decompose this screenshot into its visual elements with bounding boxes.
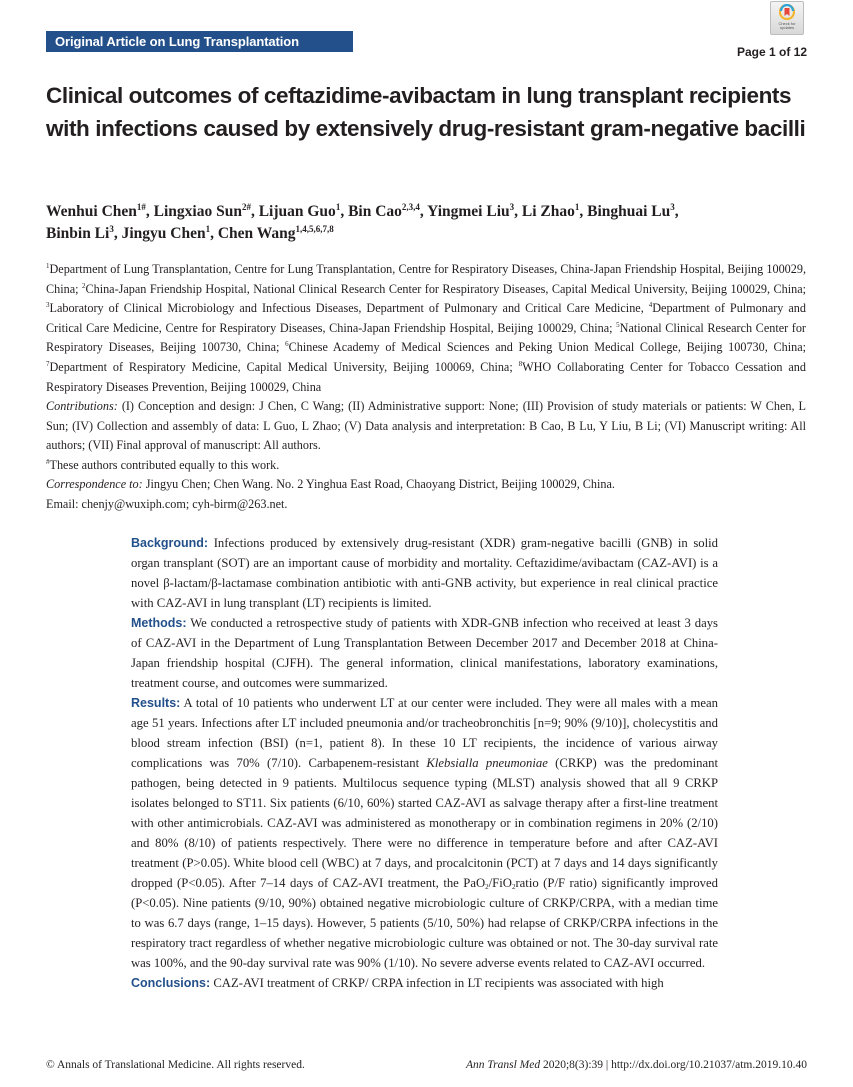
email-line[interactable]: Email: chenjy@wuxiph.com; cyh-birm@263.net. [46,496,288,511]
affiliations [46,260,806,397]
affiliation-text: Department of Respiratory Medicine, Capital Medical University, Beijing 100069, China; [49,359,519,374]
author-name: Jingyu Chen [121,225,206,242]
author-affiliation-ref: 1# [136,202,146,212]
author-affiliation-ref: 3 [109,224,114,234]
results-text-cont: /FiO [488,876,512,890]
affiliation-text: Department of Pulmonary and Critical Care Medicine, Centre for Respiratory Diseases, China-Japan Friendship Hospital, Beijing 100029, China; [46,301,806,335]
author-name: Yingmei Liu [427,203,510,220]
abstract-background [131,533,718,613]
author-affiliation-ref: 1 [335,202,341,212]
author-list: Wenhui Chen$^{1\#}$, Lingxiao Sun$^{2\#}$, Lijuan Guo$^1$, Bin Cao$^{2,3,4}$, Yingmei Liu$^3$, Li Zhao$^1$, Binghuai Lu$^3$, Binbin Li$^3$, Jingyu Chen$^1$, Chen Wang$^{1,4,5,6,7,8}$ [46,202,679,242]
background-text: Infections produced by extensively drug-resistant (XDR) gram-negative bacilli (GNB) in solid organ transplant (SOT) are an important cause of morbidity and mortality. Ceftazidime/avibactam (CAZ-AVI) is a novel β-lactam/β-lactamase combination antibiotic with anti-GNB activity, but experience in real clinical practice with CAZ-AVI in lung transplant (LT) recipients is limited. [131,536,718,610]
affiliation-number: 8 [518,359,523,368]
article-title: Clinical outcomes of ceftazidime-avibactam in lung transplant recipients with infections caused by extensively drug-resistant gram-negative bacilli [46,83,806,141]
author-affiliation-ref: 1 [205,224,211,234]
equal-contribution-mark: # [46,457,50,466]
abstract-results [131,693,718,973]
results-text-cont: (CRKP) was the predominant pathogen, being detected in 9 patients. Multilocus sequence typing (MLST) analysis showed that all 9 CRKP isolates belonged to ST11. Six patients (6/10, 60%) started CAZ-AVI as salvage therapy after a first-line treatment with other antimicrobials. CAZ-AVI was administered as monotherapy or in combination regimens in 20% (2/10) and 80% (8/10) of patients respectively. There were no difference in temperature before and after CAZ-AVI treatment (P>0.05). White blood cell (WBC) at 7 days, and procalcitonin (PCT) at 7 days and 14 days significantly dropped (P<0.05). After 7–14 days of CAZ-AVI treatment, the PaO [131,756,718,890]
subscript: 2 [485,883,489,891]
conclusions-label: Conclusions: [131,976,211,990]
affiliation-text: Laboratory of Clinical Microbiology and Infectious Diseases, Department of Pulmonary and Critical Care Medicine, [49,301,649,316]
check-for-updates-badge[interactable] [770,1,804,35]
crossmark-label: Check for updates [778,21,796,30]
author-name: Binghuai Lu [587,203,671,220]
author-name: Wenhui Chen [46,203,137,220]
author-name: Bin Cao [348,203,402,220]
affiliation-number: 4 [648,301,653,310]
subscript: 2 [511,883,516,891]
affiliation-number: 6 [285,340,289,349]
abstract [131,533,718,993]
page-indicator: Page 1 of 12 [736,45,807,59]
correspondence-label: Correspondence to: [46,477,143,492]
crossmark-icon [779,4,795,22]
background-label: Background: [131,536,209,550]
affiliation-text: Chinese Academy of Medical Sciences and Peking Union Medical College, Beijing 100730, China; [288,340,807,355]
affiliation-number: 3 [46,301,50,310]
author-affiliation-ref: 1,4,5,6,7,8 [295,224,334,234]
affiliation-text: National Clinical Research Center for Respiratory Diseases, Beijing 100730, China; [46,320,806,355]
results-label: Results: [131,696,181,710]
author-name: Chen Wang [217,225,296,242]
citation-doi[interactable]: 2020;8(3):39 | http://dx.doi.org/10.21037/atm.2019.10.40 [540,1059,807,1071]
author-name: Lijuan Guo [258,203,336,220]
correspondence [46,475,806,495]
equal-contribution-text: These authors contributed equally to this work. [49,457,280,472]
abstract-conclusions [131,973,718,993]
results-text-cont: ratio (P/F ratio) significantly improved (P<0.05). Nine patients (9/10, 90%) obtained negative microbiologic culture of CRKP/CRPA, with a median time to was 6.7 days (range, 1–15 days). However, 5 patients (5/10, 50%) had relapse of CRKP/CRPA infections in the respiratory tract regardless of whether negative microbiologic culture was obtained or not. The 30-day survival rate was 100%, and the 90-day survival rate was 90% (1/10). No severe adverse events related to CAZ-AVI occurred. [131,876,718,970]
author-affiliation-ref: 3 [670,202,675,212]
contributions-text: (I) Conception and design: J Chen, C Wang; (II) Administrative support: None; (III) Provision of study materials or patients: W Chen, L Sun; (IV) Collection and assembly of data: L Guo, L Zhao; (V) Data analysis and interpretation: B Cao, B Lu, Y Liu, B Li; (VI) Manuscript writing: All authors; (VII) Final approval of manuscript: All authors. [46,399,806,453]
author-affiliation-ref: 1 [574,202,580,212]
contributions-label: Contributions: [46,399,118,413]
correspondence-text: Jingyu Chen; Chen Wang. No. 2 Yinghua East Road, Chaoyang District, Beijing 100029, China. [142,477,615,492]
equal-contribution-note [46,456,806,476]
methods-label: Methods: [131,616,187,630]
affiliation-number: 5 [616,320,620,329]
citation-footer [466,1059,807,1071]
author-affiliation-ref: 2# [241,202,251,212]
affiliation-text: China-Japan Friendship Hospital, National Clinical Research Center for Respiratory Diseases, Capital Medical University, Beijing 100029, China; [85,281,807,296]
conclusions-text: CAZ-AVI treatment of CRKP/ CRPA infection in LT recipients was associated with high [210,976,664,990]
affiliation-number: 2 [81,281,86,290]
affiliation-text: WHO Collaborating Center for Tobacco Cessation and Respiratory Diseases Prevention, Beijing 100029, China [46,359,806,394]
author-name: Li Zhao [521,203,575,220]
methods-text: We conducted a retrospective study of patients with XDR-GNB infection who received at least 3 days of CAZ-AVI in the Department of Lung Transplantation Between December 2017 and December 2018 at China-Japan friendship hospital (CJFH). The general information, clinical manifestations, laboratory examinations, treatment course, and outcomes were summarized. [131,616,718,690]
abstract-methods [131,613,718,693]
author-name: Binbin Li [46,225,110,242]
author-affiliation-ref: 2,3,4 [401,202,420,212]
contributions [46,397,806,456]
pathogen-name: Klebsialla pneumoniae [426,756,548,770]
journal-abbrev: Ann Transl Med [465,1059,541,1071]
author-name: Lingxiao Sun [153,203,242,220]
results-text: A total of 10 patients who underwent LT at our center were included. They were all males with a mean age 51 years. Infections after LT included pneumonia and/or tracheobronchitis [n=9; 90% (9/10)], cholecystitis and blood stream infection (BSI) (n=1, patient 8). In these 10 LT recipients, the incidence of various airway complications was 70% (7/10). Carbapenem-resistant [131,696,718,770]
section-banner: Original Article on Lung Transplantation [46,31,353,52]
copyright-notice: © Annals of Translational Medicine. All rights reserved. [46,1059,305,1071]
affiliation-number: 7 [46,359,50,368]
author-affiliation-ref: 3 [509,202,515,212]
affiliation-number: 1 [46,262,50,270]
article-metadata [46,397,806,515]
affiliation-text: Department of Lung Transplantation, Centre for Lung Transplantation, Centre for Respiratory Diseases, China-Japan Friendship Hospital, Beijing 100029, China; [46,262,806,296]
